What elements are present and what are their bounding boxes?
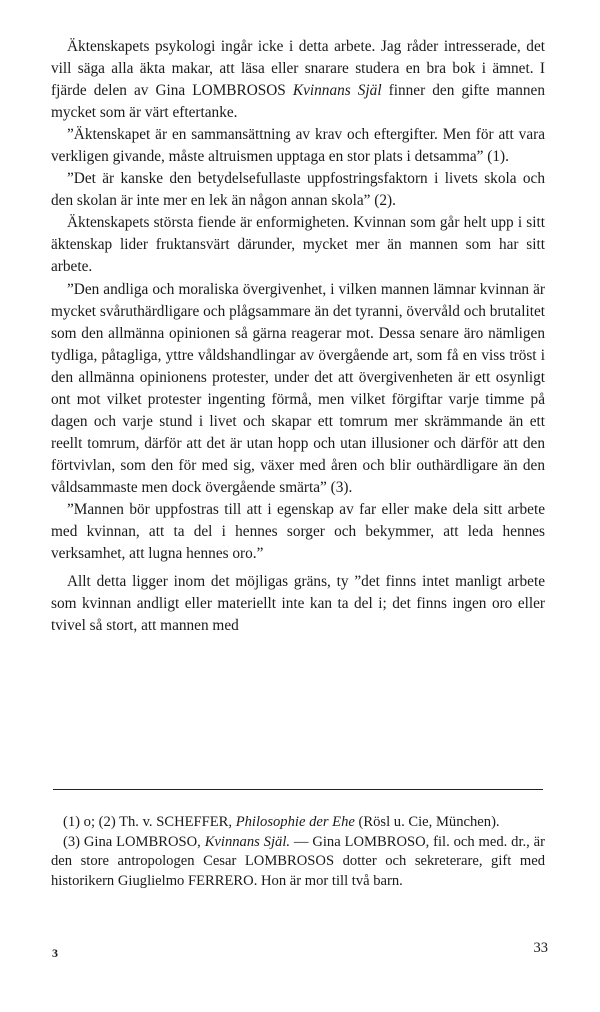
paragraph-3: ”Det är kanske den betydelsefullaste uppfostringsfaktorn i livets skola och den skolan är inte mer en lek än någon annan skola” (2).: [51, 170, 545, 210]
paragraph-6: ”Mannen bör uppfostras till att i egenskap av far eller make dela sitt arbete med kvinnan, att ta del i hennes sorger och bekymmer, att leda hennes verksamhet, att lugna hennes oro.”: [51, 500, 545, 563]
book-title: Kvinnans Själ: [292, 82, 382, 100]
page-number: 33: [533, 940, 548, 956]
signature-mark: 3: [52, 946, 58, 960]
footnote-3: (3) Gina LOMBROSO, Kvinnans Själ. — Gina LOMBROSO, fil. och med. dr., är den store antropologen Cesar LOMBROSOS dotter och sekreterare, gift med historikern Giuglielmo FERRERO. Hon är mor till två barn.: [51, 833, 545, 889]
footnotes: [51, 813, 545, 891]
main-text: [51, 36, 545, 637]
footnote-divider: [53, 789, 543, 790]
paragraph-7: Allt detta ligger inom det möjligas gräns, ty ”det finns intet manligt arbete som kvinnan andligt eller materiellt inte kan ta del i; det finns ingen oro eller tvivel så stort, att mannen med: [51, 573, 545, 635]
paragraph-5: ”Den andliga och moraliska övergivenhet, i vilken mannen lämnar kvinnan är mycket svåruthärdligare och plågsammare än det tyranni, övervåld och brutalitet som den allmänna opinionen så gärna reagerar mot. Dessa senare äro nämligen tydliga, påtagliga, yttre våldshandlingar av övergående art, som få en viss tröst i den allmänna opinionens protester, under det att övergivenheten är ett osynligt ont mot vilket protester ingenting förmå, men vilket förgiftar varje timme på dagen och varje stund i livet och skapar ett tomrum mer skrämmande än ett reellt tomrum, därför att det är utan hopp och utan illusioner och därför att den förtvivlan, som den för med sig, växer med åren och blir outhärdligare än den våldsammaste men dock övergående smärta” (3).: [51, 280, 545, 496]
paragraph-4: Äktenskapets största fiende är enformigheten. Kvinnan som går helt upp i sitt äktenskap lider fruktansvärt därunder, mycket mer än mannen som har sitt arbete.: [51, 214, 545, 276]
paragraph-1: Äktenskapets psykologi ingår icke i detta arbete. Jag råder intresserade, det vill säga alla äkta makar, att läsa eller snarare studera en bra bok i ämnet. I fjärde delen av Gina LOMBROSOS Kvinnans Själ finner den gifte mannen mycket som är värt eftertanke.: [51, 38, 545, 122]
paragraph-2: ”Äktenskapet är en sammansättning av krav och eftergifter. Men för att vara verkligen givande, måste altruismen upptaga en stor plats i detsamma” (1).: [51, 126, 545, 166]
footnote-1-2: (1) o; (2) Th. v. SCHEFFER, Philosophie der Ehe (Rösl u. Cie, München).: [63, 814, 500, 830]
